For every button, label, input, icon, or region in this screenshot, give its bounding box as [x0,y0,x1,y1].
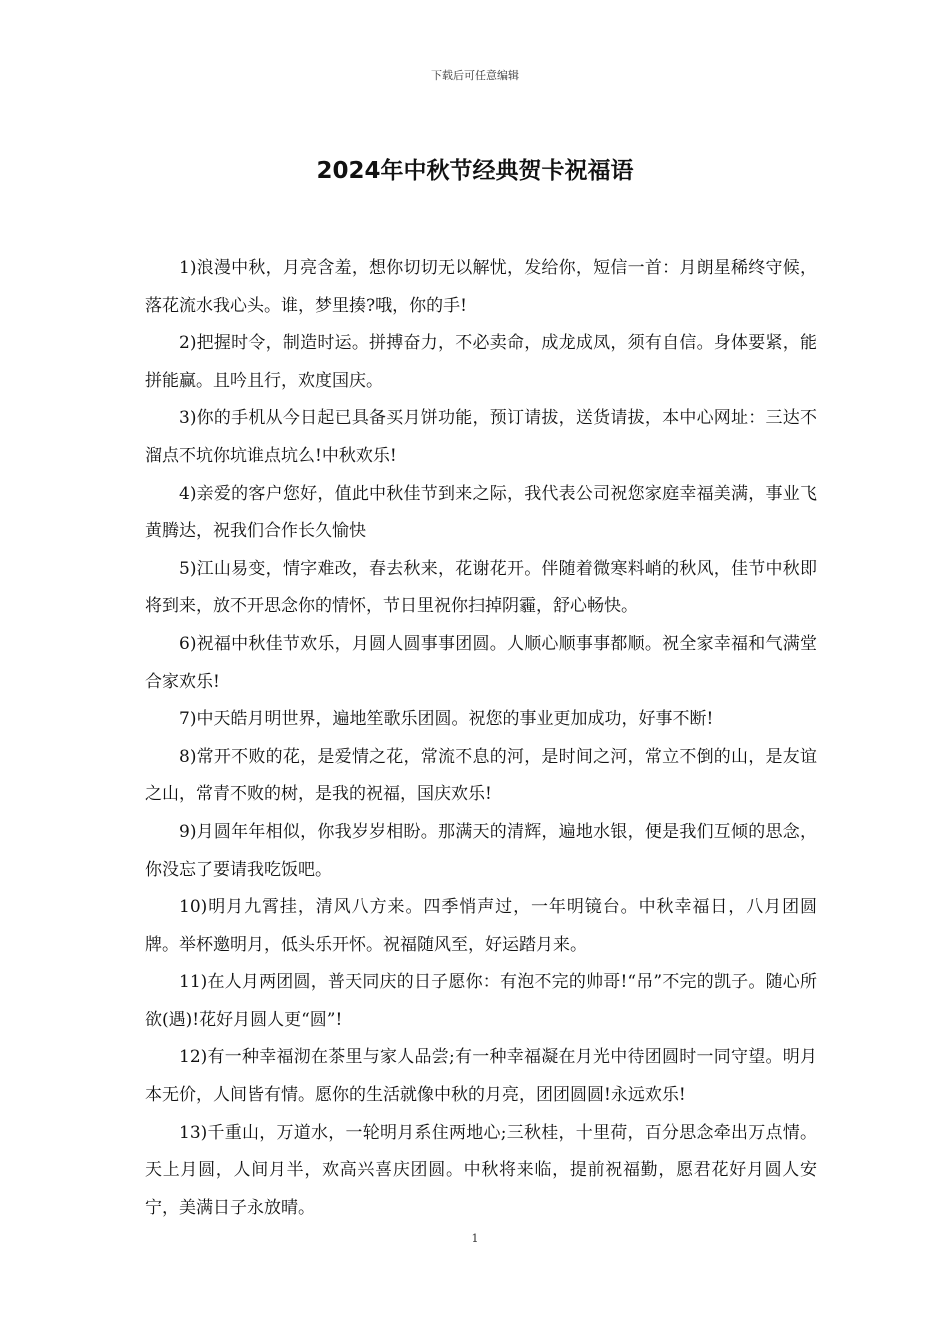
paragraph-6: 6)祝福中秋佳节欢乐，月圆人圆事事团圆。人顺心顺事事都顺。祝全家幸福和气满堂合家欢乐! [145,633,817,692]
paragraph-2: 2)把握时令，制造时运。拼搏奋力，不必卖命，成龙成凤，须有自信。身体要紧，能拼能赢。且吟且行，欢度国庆。 [145,333,817,391]
paragraph-10: 10)明月九霄挂，清风八方来。四季悄声过，一年明镜台。中秋幸福日，八月团圆牌。举杯邀明月，低头乐开怀。祝福随风至，好运踏月来。 [145,897,817,955]
paragraph-1: 1)浪漫中秋，月亮含羞，想你切切无以解忧，发给你，短信一首：月朗星稀终守候，落花流水我心头。谁，梦里揍?哦，你的手! [145,258,817,316]
document-title: 2024年中秋节经典贺卡祝福语 [316,158,634,184]
page-number: 1 [471,1232,479,1245]
paragraph-3: 3)你的手机从今日起已具备买月饼功能，预订请拔，送货请拔，本中心网址：三达不溜点不坑你坑谁点坑么!中秋欢乐! [145,408,817,466]
paragraph-4: 4)亲爱的客户您好，值此中秋佳节到来之际，我代表公司祝您家庭幸福美满，事业飞黄腾达，祝我们合作长久愉快 [145,483,817,542]
paragraph-9: 9)月圆年年相似，你我岁岁相盼。那满天的清辉，遍地水银，便是我们互倾的思念，你没忘了要请我吃饭吧。 [145,821,817,880]
paragraph-12: 12)有一种幸福沏在茶里与家人品尝;有一种幸福凝在月光中待团圆时一同守望。明月本无价，人间皆有情。愿你的生活就像中秋的月亮，团团圆圆!永远欢乐! [145,1047,817,1106]
paragraph-5: 5)江山易变，情字难改，春去秋来，花谢花开。伴随着微寒料峭的秋风，佳节中秋即将到来，放不开思念你的情怀，节日里祝你扫掉阴霾，舒心畅快。 [145,558,817,617]
paragraph-11: 11)在人月两团圆，普天同庆的日子愿你：有泡不完的帅哥!“吊”不完的凯子。随心所欲(遇)!花好月圆人更“圆”! [145,972,817,1030]
paragraph-8: 8)常开不败的花，是爱情之花，常流不息的河，是时间之河，常立不倒的山，是友谊之山，常青不败的树，是我的祝福，国庆欢乐! [145,746,817,805]
page-header: 下载后可任意编辑 [431,69,519,82]
paragraph-13: 13)千重山，万道水，一轮明月系住两地心;三秋桂，十里荷，百分思念牵出万点情。天上月圆，人间月半，欢高兴喜庆团圆。中秋将来临，提前祝福勤，愿君花好月圆人安宁，美满日子永放晴。 [145,1122,817,1218]
paragraph-7: 7)中天皓月明世界，遍地笙歌乐团圆。祝您的事业更加成功，好事不断! [179,709,714,730]
document-body [145,250,817,1227]
